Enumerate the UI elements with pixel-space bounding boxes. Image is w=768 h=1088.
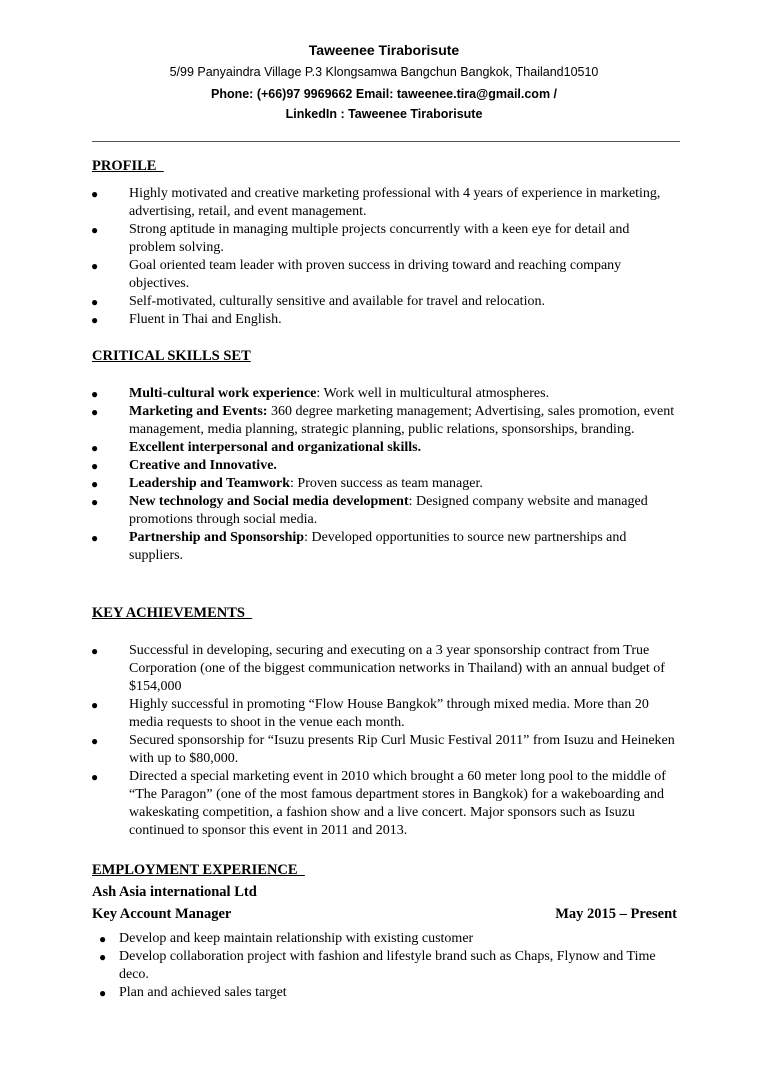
skills-list bbox=[0, 385, 768, 565]
header-divider bbox=[92, 141, 680, 142]
list-item: ● Directed a special marketing event in 2010 which brought a 60 meter long pool to the middle of “The Paragon” (one of the most famous department stores in Bangkok) for a wakeboarding and wakeskating competition, a fashion show and a live concert. Major sponsors such as Isuzu continued to sponsor this event in 2011 and 2013. bbox=[91, 769, 666, 838]
bullet-icon: ● bbox=[91, 477, 99, 491]
bullet-icon: ● bbox=[91, 441, 99, 455]
bullet-icon: ● bbox=[91, 259, 99, 273]
list-item: ● New technology and Social media development: Designed company website and managed promotions through social media. bbox=[91, 494, 648, 527]
bullet-icon: ● bbox=[91, 644, 99, 658]
list-item: ● Successful in developing, securing and executing on a 3 year sponsorship contract from True Corporation (one of the biggest communication networks in Thailand) with an annual budget of $154,000 bbox=[91, 643, 665, 694]
list-item: ● Secured sponsorship for “Isuzu presents Rip Curl Music Festival 2011” from Isuzu and Heineken with up to $80,000. bbox=[91, 733, 675, 766]
achievements-list bbox=[0, 642, 768, 840]
bullet-icon: ● bbox=[91, 459, 99, 473]
job-dates: May 2015 – Present bbox=[555, 906, 677, 922]
bullet-icon: ● bbox=[99, 950, 107, 964]
list-item: ● Highly successful in promoting “Flow House Bangkok” through mixed media. More than 20 media requests to shoot in the venue each month. bbox=[91, 697, 649, 730]
employment-heading: EMPLOYMENT EXPERIENCE bbox=[92, 862, 305, 878]
list-item: ● Strong aptitude in managing multiple projects concurrently with a keen eye for detail and problem solving. bbox=[91, 222, 630, 255]
bullet-icon: ● bbox=[91, 187, 99, 201]
bullet-icon: ● bbox=[99, 986, 107, 1000]
bullet-icon: ● bbox=[91, 387, 99, 401]
bullet-icon: ● bbox=[91, 734, 99, 748]
list-item: ● Creative and Innovative. bbox=[91, 458, 277, 473]
achievements-heading: KEY ACHIEVEMENTS bbox=[92, 605, 253, 621]
list-item: ● Marketing and Events: 360 degree marketing management; Advertising, sales promotion, event management, media planning, strategic planning, public relations, sponsorships, branding. bbox=[91, 404, 675, 437]
job-duties-list bbox=[0, 930, 768, 1002]
list-item: ● Develop and keep maintain relationship with existing customer bbox=[99, 931, 474, 946]
list-item: ● Excellent interpersonal and organizational skills. bbox=[91, 440, 422, 455]
bullet-icon: ● bbox=[91, 770, 99, 784]
list-item: ● Self-motivated, culturally sensitive and available for travel and relocation. bbox=[91, 294, 545, 309]
profile-list bbox=[0, 185, 768, 329]
bullet-icon: ● bbox=[91, 295, 99, 309]
bullet-icon: ● bbox=[91, 495, 99, 509]
list-item: ● Goal oriented team leader with proven success in driving toward and reaching company objectives. bbox=[91, 258, 622, 291]
bullet-icon: ● bbox=[99, 932, 107, 946]
bullet-icon: ● bbox=[91, 698, 99, 712]
list-item: ● Develop collaboration project with fashion and lifestyle brand such as Chaps, Flynow and Time deco. bbox=[99, 949, 656, 982]
list-item: ● Partnership and Sponsorship: Developed opportunities to source new partnerships and suppliers. bbox=[91, 530, 627, 563]
bullet-icon: ● bbox=[91, 531, 99, 545]
contact-line: Phone: (+66)97 9969662 Email: taweenee.tira@gmail.com / bbox=[210, 87, 558, 101]
bullet-icon: ● bbox=[91, 223, 99, 237]
address: 5/99 Panyaindra Village P.3 Klongsamwa Bangchun Bangkok, Thailand10510 bbox=[169, 65, 599, 79]
list-item: ● Fluent in Thai and English. bbox=[91, 312, 282, 327]
company-name: Ash Asia international Ltd bbox=[92, 884, 257, 900]
list-item: ● Leadership and Teamwork: Proven success as team manager. bbox=[91, 476, 483, 491]
list-item: ● Highly motivated and creative marketing professional with 4 years of experience in marketing, advertising, retail, and event management. bbox=[91, 186, 661, 219]
profile-heading: PROFILE bbox=[92, 158, 164, 174]
skills-heading: CRITICAL SKILLS SET bbox=[92, 348, 251, 364]
linkedin-line: LinkedIn : Taweenee Tiraborisute bbox=[285, 107, 483, 121]
list-item: ● Plan and achieved sales target bbox=[99, 985, 287, 1000]
candidate-name: Taweenee Tiraborisute bbox=[308, 42, 460, 58]
bullet-icon: ● bbox=[91, 313, 99, 327]
bullet-icon: ● bbox=[91, 405, 99, 419]
job-title: Key Account Manager bbox=[92, 906, 232, 922]
list-item: ● Multi-cultural work experience: Work well in multicultural atmospheres. bbox=[91, 386, 550, 401]
